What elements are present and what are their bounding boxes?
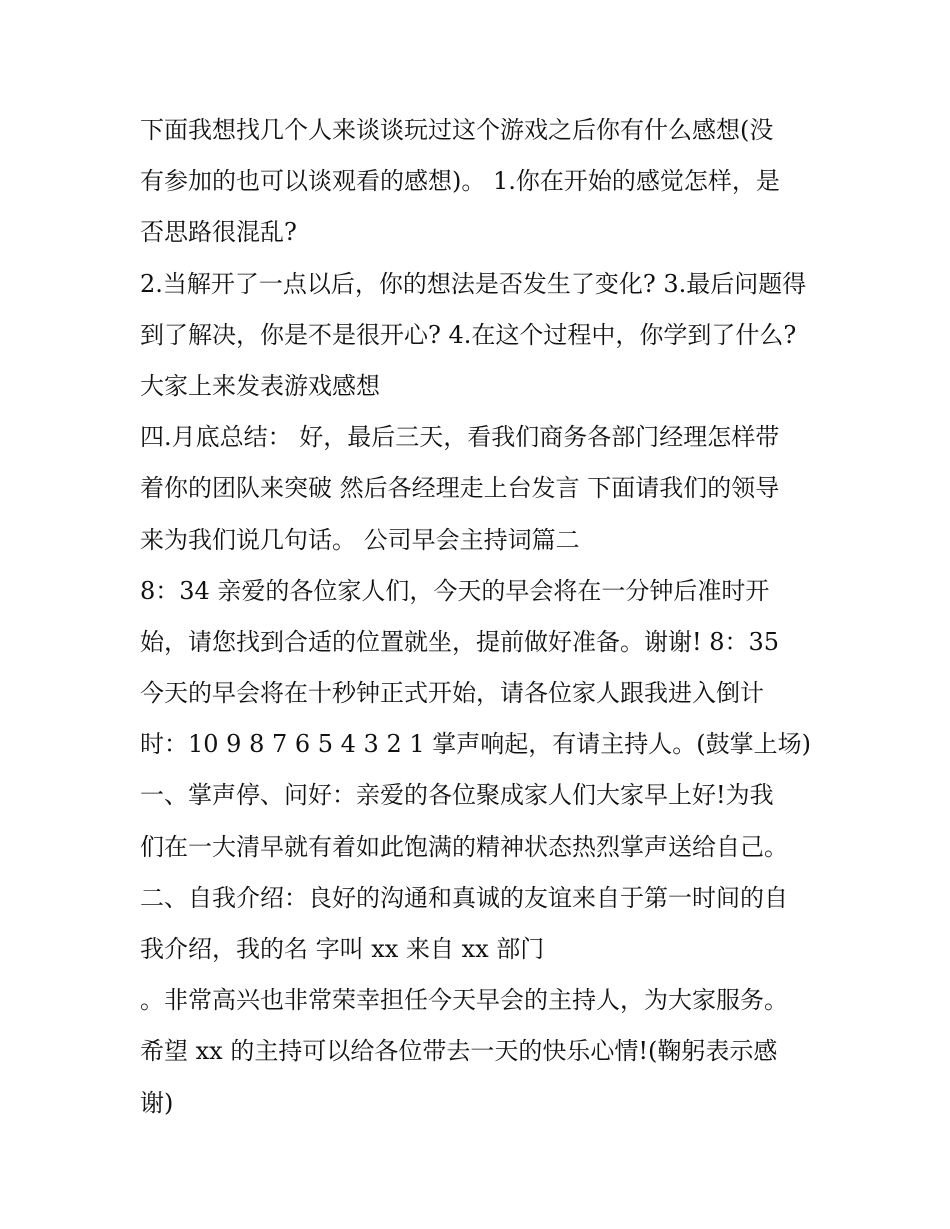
text-line: 大家上来发表游戏感想: [140, 371, 380, 400]
text-line: 四.月底总结： 好，最后三天，看我们商务各部门经理怎样带: [140, 423, 780, 452]
text-line: 们在一大清早就有着如此饱满的精神状态热烈掌声送给自己。: [140, 832, 788, 861]
text-line: 谢): [140, 1088, 174, 1117]
text-line: 二、自我介绍：良好的沟通和真诚的友谊来自于第一时间的自: [140, 883, 788, 912]
text-line: 有参加的也可以谈观看的感想)。 1.你在开始的感觉怎样，是: [140, 167, 780, 196]
text-line: 时：10 9 8 7 6 5 4 3 2 1 掌声响起，有请主持人。(鼓掌上场): [140, 730, 811, 759]
text-line: 今天的早会将在十秒钟正式开始，请各位家人跟我进入倒计: [140, 679, 764, 708]
text-line: 一、掌声停、问好：亲爱的各位聚成家人们大家早上好!为我: [140, 781, 774, 810]
text-line: 。非常高兴也非常荣幸担任今天早会的主持人，为大家服务。: [140, 986, 788, 1015]
text-line: 我介绍，我的名 字叫 xx 来自 xx 部门: [140, 935, 545, 963]
text-line: 下面我想找几个人来谈谈玩过这个游戏之后你有什么感想(没: [140, 116, 774, 144]
text-line: 希望 xx 的主持可以给各位带去一天的快乐心情!(鞠躬表示感: [140, 1037, 778, 1066]
text-line: 始，请您找到合适的位置就坐，提前做好准备。谢谢! 8：35: [140, 627, 780, 656]
text-line: 着你的团队来突破 然后各经理走上台发言 下面请我们的领导: [140, 474, 780, 503]
text-line: 来为我们说几句话。 公司早会主持词篇二: [140, 525, 580, 554]
text-line: 到了解决，你是不是很开心? 4.在这个过程中，你学到了什么?: [140, 320, 797, 349]
document-body: [140, 105, 820, 1129]
text-line: 8：34 亲爱的各位家人们，今天的早会将在一分钟后准时开: [140, 576, 770, 605]
text-line: 2.当解开了一点以后，你的想法是否发生了变化? 3.最后问题得: [140, 269, 807, 298]
text-line: 否思路很混乱?: [140, 218, 297, 247]
